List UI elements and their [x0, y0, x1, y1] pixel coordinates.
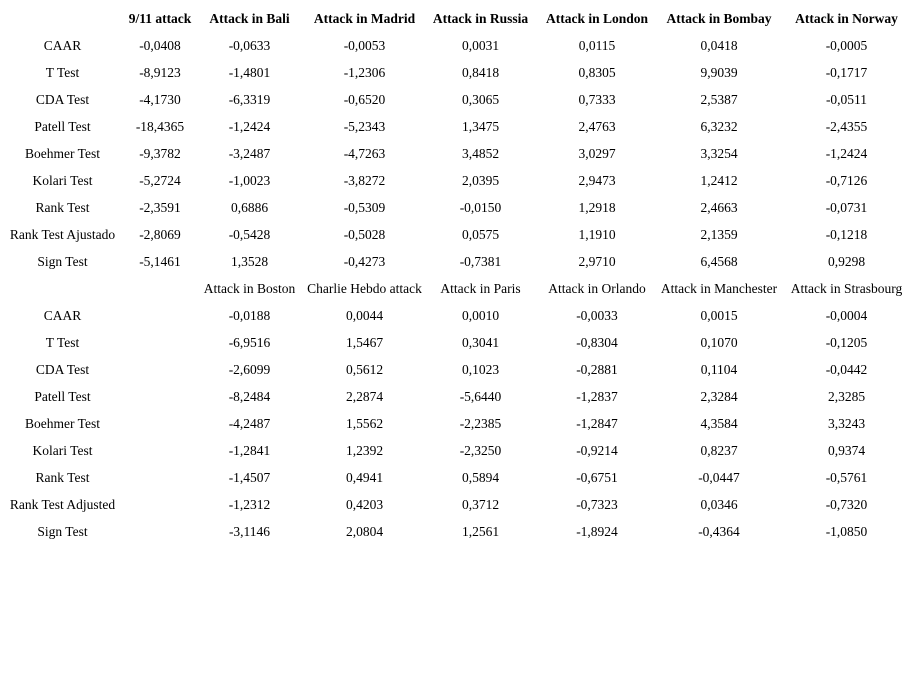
value-cell: -9,3782 — [139, 145, 181, 161]
value-cell: 0,8418 — [461, 64, 500, 80]
value-cell: 2,1359 — [700, 226, 738, 242]
value-cell — [127, 383, 193, 410]
row-label: Kolari Test — [32, 172, 93, 188]
column-header: Attack in Manchester — [660, 280, 778, 296]
value-cell: 0,5612 — [345, 361, 384, 377]
value-cell: 0,0575 — [461, 226, 500, 242]
value-cell: 2,0395 — [461, 172, 500, 188]
table-row — [0, 221, 911, 248]
table-row — [0, 194, 911, 221]
header-corner-cell — [0, 5, 127, 32]
value-cell: -0,5309 — [343, 199, 386, 215]
value-cell: -0,0408 — [139, 37, 181, 53]
value-cell: 2,0804 — [345, 523, 384, 539]
header-row-bottom — [0, 275, 911, 302]
value-cell: -0,0188 — [228, 307, 271, 323]
column-header: Attack in Strasbourg — [790, 280, 903, 296]
value-cell: 0,8305 — [578, 64, 616, 80]
column-header: Attack in Norway — [795, 10, 898, 26]
value-cell: 4,3584 — [700, 415, 738, 431]
value-cell — [127, 329, 193, 356]
value-cell: -0,1717 — [825, 64, 868, 80]
value-cell — [127, 437, 193, 464]
value-cell: 0,0044 — [345, 307, 384, 323]
table-row — [0, 167, 911, 194]
value-cell: 0,9374 — [827, 442, 866, 458]
value-cell: 0,3041 — [461, 334, 500, 350]
value-cell: -0,7323 — [576, 496, 618, 512]
value-cell: 6,3232 — [700, 118, 738, 134]
value-cell: -6,9516 — [228, 334, 271, 350]
value-cell: 9,9039 — [700, 64, 738, 80]
table-row — [0, 356, 911, 383]
value-cell: -1,4507 — [228, 469, 271, 485]
table-row — [0, 329, 911, 356]
value-cell: 2,4663 — [700, 199, 738, 215]
column-header: Attack in Paris — [440, 280, 521, 296]
row-label: Sign Test — [37, 523, 88, 539]
value-cell: -0,4273 — [343, 253, 386, 269]
value-cell: -0,7381 — [459, 253, 502, 269]
value-cell: -3,2487 — [228, 145, 271, 161]
value-cell: 1,5562 — [345, 415, 384, 431]
column-header: Attack in Boston — [203, 280, 296, 296]
value-cell — [127, 464, 193, 491]
value-cell: 1,3475 — [461, 118, 500, 134]
header-row-top — [0, 5, 911, 32]
value-cell: 0,0346 — [700, 496, 738, 512]
value-cell: -0,0511 — [825, 91, 868, 107]
value-cell: -0,1218 — [825, 226, 868, 242]
value-cell: -0,5028 — [343, 226, 386, 242]
value-cell: -0,4364 — [698, 523, 740, 539]
value-cell: 1,3528 — [230, 253, 269, 269]
row-label: CDA Test — [35, 361, 90, 377]
value-cell: -4,2487 — [228, 415, 271, 431]
row-label: CAAR — [43, 37, 82, 53]
value-cell: 0,0010 — [461, 307, 500, 323]
value-cell: 0,4203 — [345, 496, 384, 512]
table-row — [0, 86, 911, 113]
row-label: Rank Test Adjusted — [9, 496, 116, 512]
table-row — [0, 113, 911, 140]
value-cell: -4,1730 — [139, 91, 181, 107]
value-cell: -5,2343 — [343, 118, 386, 134]
column-header: Charlie Hebdo attack — [307, 280, 422, 296]
value-cell: 0,3065 — [461, 91, 500, 107]
value-cell — [127, 302, 193, 329]
value-cell: -0,0053 — [343, 37, 386, 53]
table-row — [0, 437, 911, 464]
row-label: T Test — [45, 64, 80, 80]
table-row — [0, 518, 911, 545]
column-header: Attack in Madrid — [313, 10, 416, 26]
value-cell: 1,2918 — [578, 199, 616, 215]
value-cell: -0,0004 — [825, 307, 868, 323]
value-cell: 1,2412 — [700, 172, 738, 188]
value-cell: 2,3284 — [700, 388, 738, 404]
value-cell: -2,6099 — [228, 361, 271, 377]
value-cell: 0,6886 — [230, 199, 269, 215]
value-cell: -0,6520 — [343, 91, 386, 107]
value-cell: -0,7126 — [825, 172, 868, 188]
value-cell: -1,2312 — [228, 496, 271, 512]
value-cell: 1,1910 — [578, 226, 616, 242]
table-row — [0, 464, 911, 491]
value-cell: -5,1461 — [139, 253, 181, 269]
value-cell: -0,0731 — [825, 199, 868, 215]
value-cell: 2,9710 — [578, 253, 616, 269]
value-cell: 2,9473 — [578, 172, 616, 188]
value-cell — [127, 491, 193, 518]
value-cell — [127, 410, 193, 437]
value-cell: -4,7263 — [343, 145, 386, 161]
value-cell: -0,5761 — [825, 469, 868, 485]
header-corner-cell — [0, 275, 127, 302]
value-cell: 0,0115 — [578, 37, 616, 53]
value-cell: 3,4852 — [461, 145, 500, 161]
value-cell: -0,2881 — [576, 361, 618, 377]
value-cell: -1,2847 — [576, 415, 618, 431]
value-cell: -2,2385 — [459, 415, 502, 431]
row-label: Boehmer Test — [25, 415, 100, 431]
value-cell: 0,4941 — [345, 469, 384, 485]
value-cell: -0,0447 — [698, 469, 740, 485]
value-cell: 1,2561 — [461, 523, 500, 539]
value-cell: -6,3319 — [228, 91, 271, 107]
table-row — [0, 491, 911, 518]
column-header: Attack in Bombay — [666, 10, 772, 26]
row-label: Patell Test — [34, 118, 91, 134]
value-cell: -1,2424 — [825, 145, 868, 161]
table-row — [0, 59, 911, 86]
value-cell: -0,0005 — [825, 37, 868, 53]
row-label: Rank Test Ajustado — [9, 226, 116, 242]
value-cell: -2,3250 — [459, 442, 502, 458]
value-cell: -0,7320 — [825, 496, 868, 512]
value-cell: -3,8272 — [343, 172, 386, 188]
value-cell: 2,2874 — [345, 388, 384, 404]
column-header: 9/11 attack — [128, 10, 192, 26]
value-cell: -2,3591 — [139, 199, 181, 215]
value-cell: -0,8304 — [576, 334, 618, 350]
value-cell: 3,0297 — [578, 145, 616, 161]
table-row — [0, 302, 911, 329]
value-cell: 0,8237 — [700, 442, 738, 458]
table-row — [0, 32, 911, 59]
value-cell: -1,0850 — [825, 523, 868, 539]
value-cell: 1,5467 — [345, 334, 384, 350]
value-cell: -0,0442 — [825, 361, 868, 377]
column-header — [127, 275, 193, 302]
value-cell — [127, 356, 193, 383]
row-label: Rank Test — [35, 469, 90, 485]
value-cell: -0,9214 — [576, 442, 618, 458]
row-label: Rank Test — [35, 199, 90, 215]
table-row — [0, 383, 911, 410]
value-cell: -1,0023 — [228, 172, 271, 188]
row-label: T Test — [45, 334, 80, 350]
value-cell: 0,9298 — [827, 253, 866, 269]
value-cell: -1,8924 — [576, 523, 618, 539]
value-cell: 0,0418 — [700, 37, 738, 53]
row-label: Patell Test — [34, 388, 91, 404]
value-cell: -1,4801 — [228, 64, 271, 80]
column-header: Attack in Bali — [209, 10, 290, 26]
value-cell: 0,1023 — [461, 361, 500, 377]
value-cell: 1,2392 — [345, 442, 384, 458]
value-cell: -2,8069 — [139, 226, 181, 242]
value-cell: 3,3243 — [827, 415, 866, 431]
row-label: Kolari Test — [32, 442, 93, 458]
value-cell: 0,5894 — [461, 469, 500, 485]
table-row — [0, 410, 911, 437]
value-cell: -0,0033 — [576, 307, 618, 323]
value-cell: -0,0633 — [228, 37, 271, 53]
value-cell: -1,2424 — [228, 118, 271, 134]
row-label: CAAR — [43, 307, 82, 323]
value-cell: 0,3712 — [461, 496, 500, 512]
value-cell: -3,1146 — [228, 523, 271, 539]
column-header: Attack in Russia — [432, 10, 529, 26]
value-cell — [127, 518, 193, 545]
table-row — [0, 248, 911, 275]
value-cell: -18,4365 — [135, 118, 185, 134]
value-cell: -1,2306 — [343, 64, 386, 80]
value-cell: -0,5428 — [228, 226, 271, 242]
results-table — [0, 5, 911, 545]
row-label: CDA Test — [35, 91, 90, 107]
value-cell: -8,9123 — [139, 64, 181, 80]
table-row — [0, 140, 911, 167]
value-cell: -5,6440 — [459, 388, 502, 404]
column-header: Attack in Orlando — [548, 280, 646, 296]
value-cell: 2,3285 — [827, 388, 866, 404]
value-cell: -0,0150 — [459, 199, 502, 215]
value-cell: -2,4355 — [825, 118, 868, 134]
value-cell: -5,2724 — [139, 172, 181, 188]
value-cell: 0,1070 — [700, 334, 738, 350]
value-cell: 0,1104 — [700, 361, 738, 377]
value-cell: 0,0031 — [461, 37, 500, 53]
column-header: Attack in London — [545, 10, 649, 26]
row-label: Boehmer Test — [25, 145, 100, 161]
value-cell: 0,0015 — [700, 307, 738, 323]
value-cell: 0,7333 — [578, 91, 616, 107]
value-cell: -0,1205 — [825, 334, 868, 350]
value-cell: 2,4763 — [578, 118, 616, 134]
value-cell: 3,3254 — [700, 145, 738, 161]
value-cell: 2,5387 — [700, 91, 738, 107]
value-cell: -1,2841 — [228, 442, 271, 458]
row-label: Sign Test — [37, 253, 88, 269]
value-cell: -1,2837 — [576, 388, 618, 404]
value-cell: -8,2484 — [228, 388, 271, 404]
value-cell: 6,4568 — [700, 253, 738, 269]
value-cell: -0,6751 — [576, 469, 618, 485]
